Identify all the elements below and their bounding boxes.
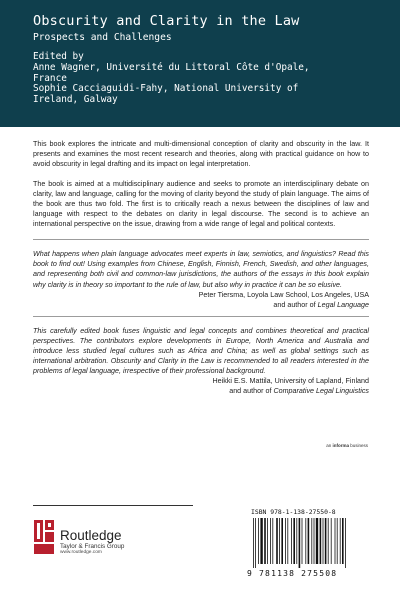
attribution-2-book-title: Comparative Legal Linguistics bbox=[273, 386, 369, 395]
attribution-1-book-title: Legal Language bbox=[317, 300, 369, 309]
barcode-bar bbox=[325, 518, 327, 564]
barcode-bar bbox=[335, 518, 336, 564]
review-attribution-2 bbox=[33, 376, 369, 396]
barcode-bar bbox=[340, 518, 341, 564]
attribution-2-prefix: and author of bbox=[229, 386, 274, 395]
barcode-bar bbox=[285, 518, 286, 564]
divider bbox=[33, 316, 369, 317]
divider bbox=[33, 239, 369, 240]
barcode-icon bbox=[253, 518, 359, 568]
publisher-group: Taylor & Francis Group bbox=[60, 543, 125, 550]
barcode-bar bbox=[276, 518, 278, 564]
barcode-bar bbox=[305, 518, 306, 564]
informa-imprint bbox=[326, 443, 368, 448]
barcode-bar bbox=[272, 518, 273, 564]
barcode-bar bbox=[328, 518, 329, 564]
barcode-bar bbox=[281, 518, 283, 564]
editor-1-line-1: Anne Wagner, Université du Littoral Côte d'Opale, bbox=[33, 61, 310, 73]
barcode-bar bbox=[308, 518, 310, 564]
barcode-bar bbox=[267, 518, 268, 564]
barcode-bar bbox=[311, 518, 312, 564]
attribution-2-line-2 bbox=[33, 386, 369, 396]
barcode-bar bbox=[258, 518, 259, 564]
book-subtitle: Prospects and Challenges bbox=[33, 32, 172, 43]
blurb-body bbox=[33, 139, 369, 406]
barcode-bar bbox=[296, 518, 297, 564]
barcode-bar bbox=[345, 518, 346, 568]
description-paragraph-1: This book explores the intricate and multi-dimensional conception of clarity and obscurity in the law. It presents and examines the most recent research and theories, along with practical guidance on how to avoid obscurity in legal drafting and its impact on legal interpretation. bbox=[33, 140, 369, 169]
barcode-bar bbox=[314, 518, 315, 564]
cover-header bbox=[0, 0, 400, 127]
editor-2-line-1: Sophie Cacciaguidi-Fahy, National University of bbox=[33, 83, 299, 95]
book-title: Obscurity and Clarity in the Law bbox=[33, 13, 300, 29]
barcode-bar bbox=[316, 518, 318, 564]
barcode-bar bbox=[260, 518, 262, 564]
attribution-1-prefix: and author of bbox=[273, 300, 318, 309]
review-attribution-1 bbox=[33, 290, 369, 310]
barcode-bar bbox=[291, 518, 292, 564]
publisher-name: Routledge bbox=[60, 528, 122, 543]
barcode-bar bbox=[320, 518, 322, 564]
barcode-bar bbox=[323, 518, 324, 564]
description-paragraph-2: The book is aimed at a multidisciplinary audience and seeks to promote an interdisciplinary debate on clarity, law and language, calling for the moving of clarity beyond the study of plain language. The aims of the book are thus two fold. The first is to critically reach a nexus between the disciplines of law and language with respect to the debates on clarity in legal discourse. The second is to achieve an international perspective on the issue, drawing from a wide range of legal and political contexts. bbox=[33, 180, 369, 229]
attribution-1-line-1: Peter Tiersma, Loyola Law School, Los Angeles, USA bbox=[198, 290, 369, 299]
editor-1-line-2: France bbox=[33, 72, 67, 84]
publisher-url: www.routledge.com bbox=[60, 550, 102, 555]
barcode-bar bbox=[293, 518, 295, 564]
publisher-divider bbox=[33, 505, 193, 506]
review-quote-1: What happens when plain language advocates meet experts in law, semiotics, and linguistics? Read this book to find out! Using examples from Chinese, English, Finnish, French, Swedish, and other languages, and representing both civil and common-law jurisdictions, the authors of the essays in this book explain why clarity is in theory so important to the rule of law, but also why in practice it can be so elusive. bbox=[33, 250, 369, 289]
barcode-bar bbox=[253, 518, 254, 568]
barcode-panel bbox=[239, 500, 371, 584]
barcode-bar bbox=[279, 518, 280, 564]
barcode-bar bbox=[255, 518, 256, 568]
informa-brand: informa bbox=[332, 443, 349, 448]
informa-suffix: business bbox=[348, 443, 368, 448]
barcode-bar bbox=[299, 518, 301, 568]
attribution-2-line-1: Heikki E.S. Mattila, University of Lapland, Finland bbox=[212, 376, 369, 385]
publisher-block bbox=[60, 528, 124, 555]
routledge-logo-icon bbox=[34, 520, 54, 554]
barcode-bar bbox=[302, 518, 303, 564]
informa-prefix: an bbox=[326, 443, 333, 448]
isbn-label: ISBN 978-1-138-27550-8 bbox=[251, 508, 336, 516]
barcode-bar bbox=[342, 518, 344, 564]
editor-2-line-2: Ireland, Galway bbox=[33, 94, 118, 106]
barcode-number: 9 781138 275508 bbox=[247, 569, 338, 578]
review-quote-2: This carefully edited book fuses linguistic and legal concepts and combines theoretical and practical perspectives. The contributors explore developments in Europe, North America and Australia and introduce less studied legal cultures such as Africa and China; as well as global settings such as international arbitration. Obscurity and Clarity in the Law is recommended to all readers interested in the problems of legal language, irrespective of their professional background. bbox=[33, 326, 369, 375]
barcode-bar bbox=[337, 518, 338, 564]
editors-block bbox=[33, 52, 310, 106]
barcode-bar bbox=[331, 518, 332, 564]
barcode-bar bbox=[264, 518, 266, 564]
edited-by-label: Edited by bbox=[33, 51, 84, 62]
barcode-bar bbox=[270, 518, 271, 564]
attribution-1-line-2 bbox=[33, 300, 369, 310]
barcode-bar bbox=[287, 518, 288, 564]
